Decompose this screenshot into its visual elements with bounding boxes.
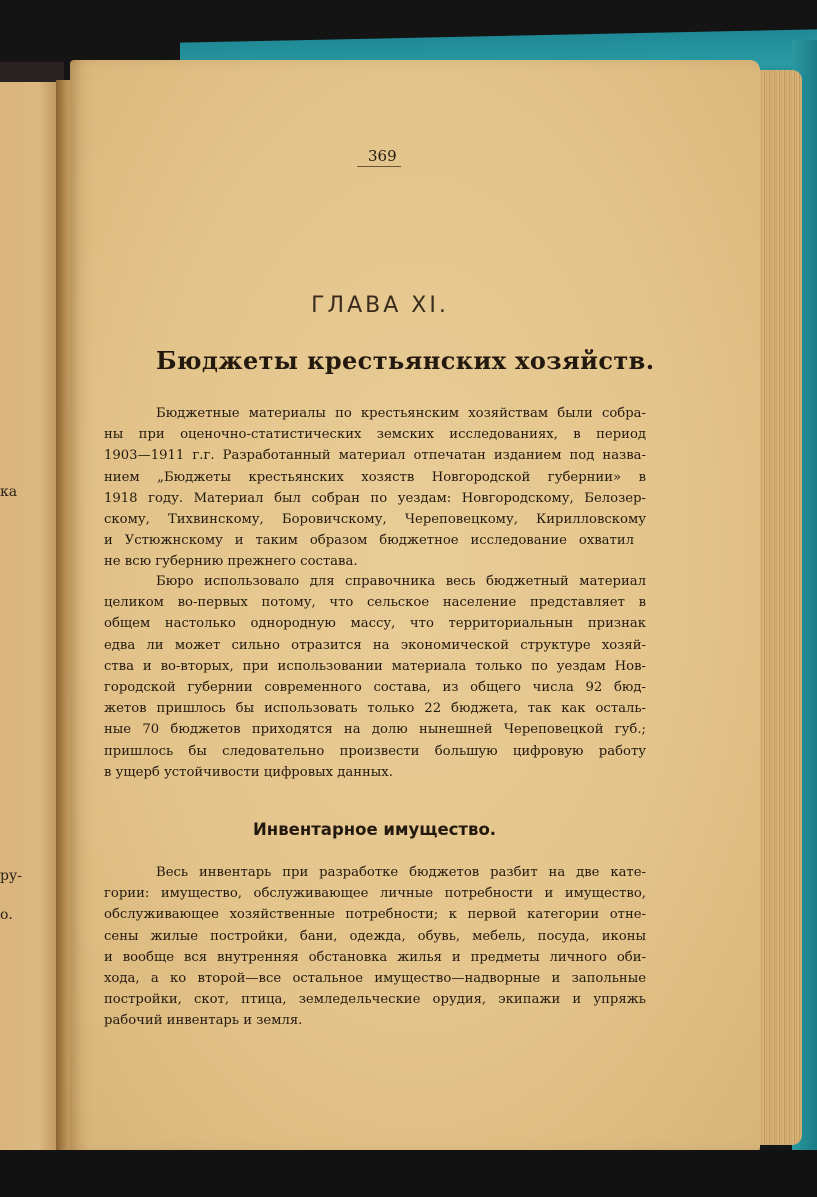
text-line: рабочий инвентарь и земля. (104, 1013, 303, 1029)
text-line: 1918 году. Материал был собран по уездам: Новгородскому, Белозер- (104, 490, 646, 506)
paragraph-2 (104, 571, 646, 783)
text-line: постройки, скот, птица, земледельческие орудия, экипажи и упряжь (104, 992, 646, 1008)
text-line: Весь инвентарь при разработке бюджетов разбит на две кате- (156, 865, 646, 880)
text-line: скому, Тихвинскому, Боровичскому, Череповецкому, Кирилловскому (104, 512, 646, 528)
text-line: едва ли может сильно отразится на экономической структуре хозяй- (104, 637, 646, 653)
page-number-rule (357, 166, 401, 167)
left-page (0, 82, 64, 1157)
text-line: Бюджетные материалы по крестьянским хозяйствам были собра- (156, 406, 646, 421)
chapter-heading: ГЛАВА XI. (311, 293, 449, 318)
text-line: и Устюжнскому и таким образом бюджетное исследование охватил (104, 533, 634, 549)
text-line: ны при оценочно-статистических земских исследованиях, в период (104, 427, 646, 443)
text-line: пришлось бы следовательно произвести большую цифровую работу (104, 743, 646, 759)
text-line: ные 70 бюджетов приходятся на долю нынешней Череповецкой губ.; (104, 722, 646, 738)
left-page-fragment: ка (0, 484, 18, 500)
text-line: целиком во-первых потому, что сельское население представляет в (104, 595, 646, 611)
paragraph-1 (104, 403, 646, 573)
text-line: обслуживающее хозяйственные потребности; к первой категории отне- (104, 907, 646, 923)
text-line: ства и во-вторых, при использовании материала только по уездам Нов- (104, 658, 646, 674)
right-page (70, 60, 760, 1152)
page-number: 369 (368, 147, 397, 165)
text-line: гории: имущество, обслуживающее личные потребности и имущество, (104, 886, 646, 902)
left-page-fragment: о. (0, 907, 13, 923)
text-line: не всю губернию прежнего состава. (104, 554, 358, 570)
text-line: общем настолько однородную массу, что территориальнын признак (104, 616, 646, 632)
background-bottom (0, 1150, 817, 1197)
text-line: и вообще вся внутренняя обстановка жилья и предметы личного оби- (104, 949, 646, 965)
left-page-fragment: ру- (0, 868, 22, 884)
text-line: городской губернии современного состава, из общего числа 92 бюд- (104, 680, 646, 696)
text-line: в ущерб устойчивости цифровых данных. (104, 764, 393, 780)
text-line: сены жилые постройки, бани, одежда, обувь, мебель, посуда, иконы (104, 928, 646, 944)
text-line: 1903—1911 г.г. Разработанный материал отпечатан изданием под назва- (104, 448, 646, 464)
text-line: жетов пришлось бы использовать только 22 бюджета, так как осталь- (104, 701, 646, 717)
text-line: хода, а ко второй—все остальное имущество—надворные и запольные (104, 971, 646, 987)
section-title: Инвентарное имущество. (253, 820, 497, 839)
text-line: нием „Бюджеты крестьянских хозяств Новгородской губернии» в (104, 469, 646, 485)
text-line: Бюро использовало для справочника весь бюджетный материал (156, 574, 646, 589)
paragraph-3 (104, 862, 646, 1032)
chapter-title: Бюджеты крестьянских хозяйств. (156, 346, 655, 375)
